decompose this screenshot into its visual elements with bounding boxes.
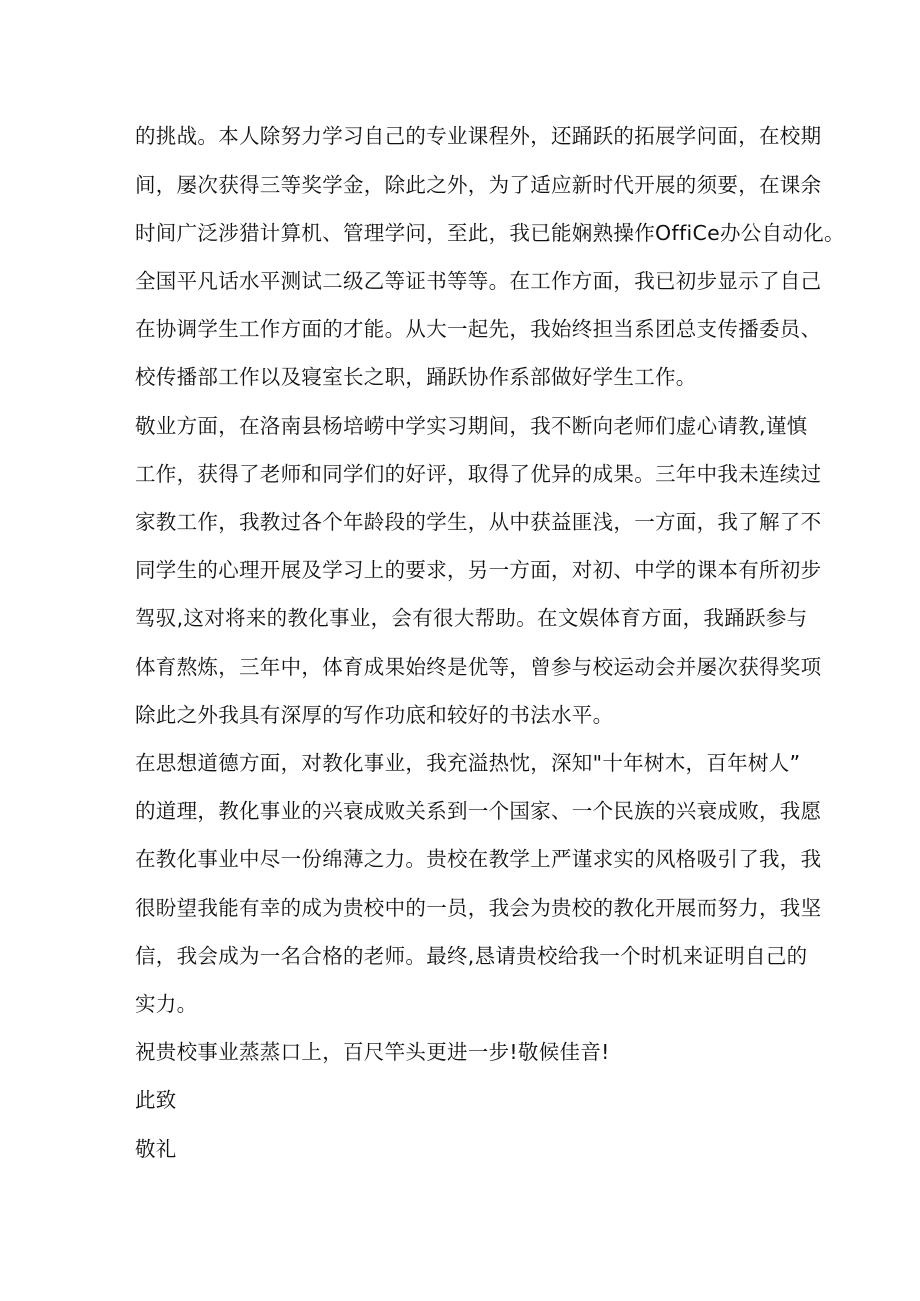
body-line-10: 同学生的心理开展及学习上的要求，另一方面，对初、中学的课本有所初步 [135,558,822,582]
body-line-1: 的挑战。本人除努力学习自己的专业课程外，还踊跃的拓展学问面，在校期 [135,124,822,148]
body-line-13: 除此之外我具有深厚的写作功底和较好的书法水平。 [135,703,614,727]
body-line-14: 在思想道德方面，对教化事业，我充溢热忱，深知"十年树木，百年树人” [135,751,801,775]
body-line-3: 时间广泛涉猎计算机、管理学问，至此，我已能娴熟操作OffiCe办公自动化。 [135,221,845,245]
closing-cizhi: 此致 [135,1088,177,1112]
body-line-5: 在协调学生工作方面的才能。从大一起先，我始终担当系团总支传播委员、 [135,317,822,341]
body-line-11: 驾驭,这对将来的教化事业，会有很大帮助。在文娱体育方面，我踊跃参与 [135,606,808,630]
body-line-16: 在教化事业中尽一份绵薄之力。贵校在教学上严谨求实的风格吸引了我，我 [135,847,822,871]
body-line-7: 敬业方面，在洛南县杨培崂中学实习期间，我不断向老师们虚心请教,谨慎 [135,414,808,438]
body-line-18: 信，我会成为一名合格的老师。最终,恳请贵校给我一个时机来证明自己的 [135,944,808,968]
body-line-9: 家教工作，我教过各个年龄段的学生，从中获益匪浅，一方面，我了解了不 [135,510,822,534]
body-line-12: 体育熬炼，三年中，体育成果始终是优等，曾参与校运动会并屡次获得奖项 [135,655,822,679]
body-line-4: 全国平凡话水平测试二级乙等证书等等。在工作方面，我已初步显示了自己 [135,269,822,293]
body-line-17: 很盼望我能有幸的成为贵校中的一员，我会为贵校的教化开展而努力，我坚 [135,896,822,920]
closing-wish: 祝贵校事业蒸蒸口上，百尺竿头更进一步!敬候佳音! [135,1040,610,1064]
body-line-15: 的道理，教化事业的兴衰成败关系到一个国家、一个民族的兴衰成败，我愿 [135,799,822,823]
body-line-19: 实力。 [135,992,198,1016]
closing-jingli: 敬礼 [135,1137,177,1161]
body-line-8: 工作，获得了老师和同学们的好评，取得了优异的成果。三年中我未连续过 [135,462,822,486]
body-line-6: 校传播部工作以及寝室长之职，踊跃协作系部做好学生工作。 [135,365,697,389]
body-line-2: 间，屡次获得三等奖学金，除此之外，为了适应新时代开展的须要，在课余 [135,173,822,197]
